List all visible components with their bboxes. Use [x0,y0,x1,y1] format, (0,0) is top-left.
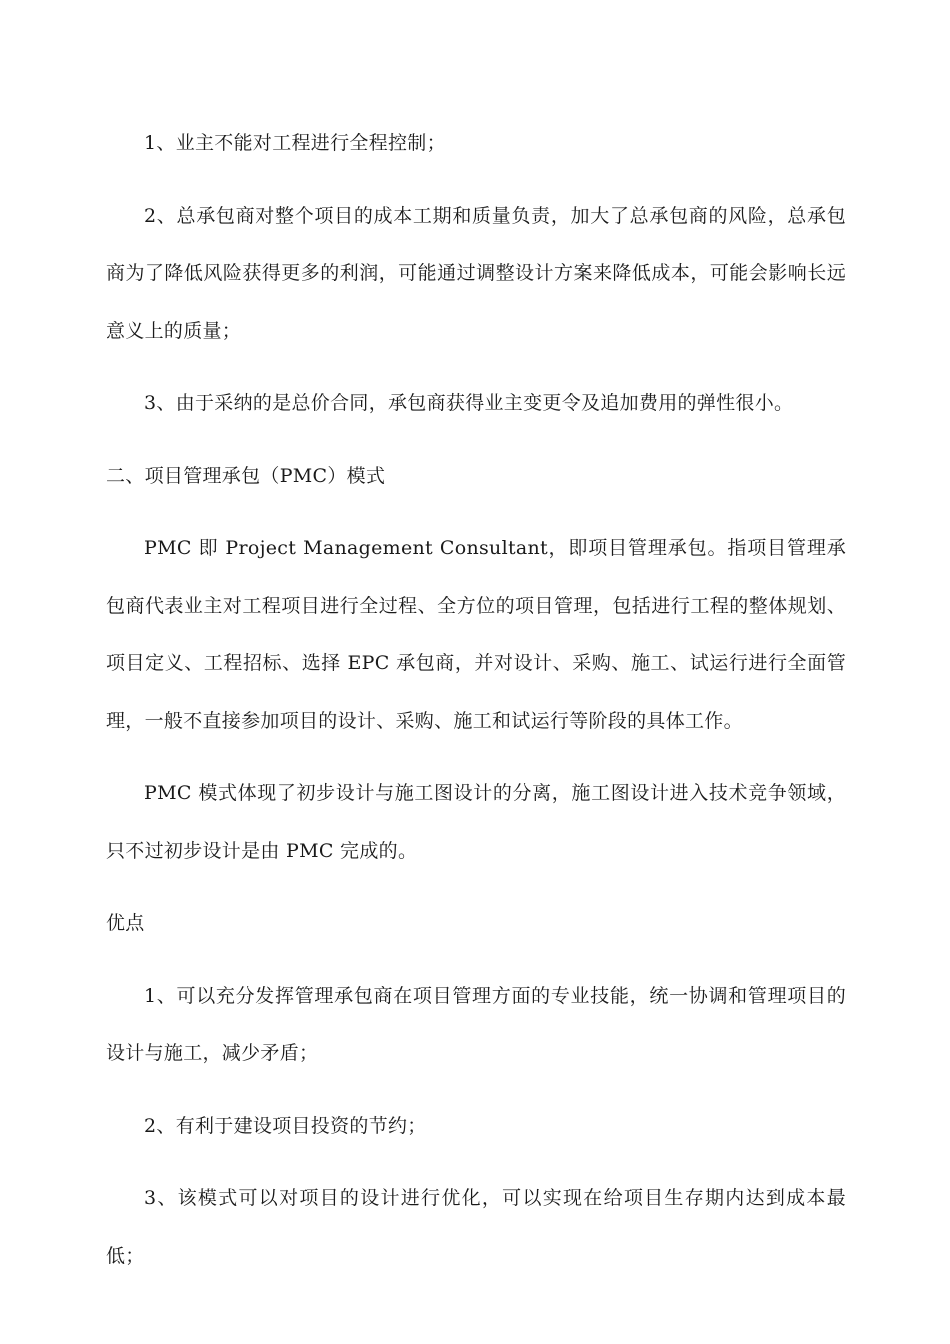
paragraph-advantage-3: 3、该模式可以对项目的设计进行优化，可以实现在给项目生存期内达到成本最低； [106,1187,846,1267]
paragraph-gap [106,1155,846,1170]
paragraph-disadvantage-2: 2、总承包商对整个项目的成本工期和质量负责，加大了总承包商的风险，总承包商为了降低风险获得更多的利润，可能通过调整设计方案来降低成本，可能会影响长远意义上的质量； [106,204,846,342]
paragraph-pmc-definition: PMC 即 Project Management Consultant，即项目管理承包。指项目管理承包商代表业主对工程项目进行全过程、全方位的项目管理，包括进行工程的整体规划、项目定义、工程招标、选择 EPC 承包商，并对设计、采购、施工、试运行进行全面管理，一般不直接参加项目的设计、采购、施工和试运行等阶段的具体工作。 [106,537,846,732]
section-heading-pmc: 二、项目管理承包（PMC）模式 [106,464,386,487]
paragraph-gap [106,505,846,520]
paragraph-gap [106,1083,846,1098]
paragraph-gap [106,173,846,188]
paragraph-disadvantage-1: 1、业主不能对工程进行全程控制； [144,132,446,154]
paragraph-gap [106,953,846,968]
paragraph-gap [106,750,846,765]
subheading-advantages: 优点 [106,912,145,934]
paragraph-gap [106,360,846,375]
paragraph-gap [106,433,846,448]
paragraph-disadvantage-3: 3、由于采纳的是总价合同，承包商获得业主变更令及追加费用的弹性很小。 [144,392,794,414]
document-body [106,115,846,1285]
paragraph-advantage-2: 2、有利于建设项目投资的节约； [144,1114,427,1137]
paragraph-gap [106,880,846,895]
paragraph-advantage-1: 1、可以充分发挥管理承包商在项目管理方面的专业技能，统一协调和管理项目的设计与施工，减少矛盾； [106,984,846,1064]
paragraph-pmc-separation: PMC 模式体现了初步设计与施工图设计的分离，施工图设计进入技术竞争领域，只不过初步设计是由 PMC 完成的。 [106,782,846,862]
